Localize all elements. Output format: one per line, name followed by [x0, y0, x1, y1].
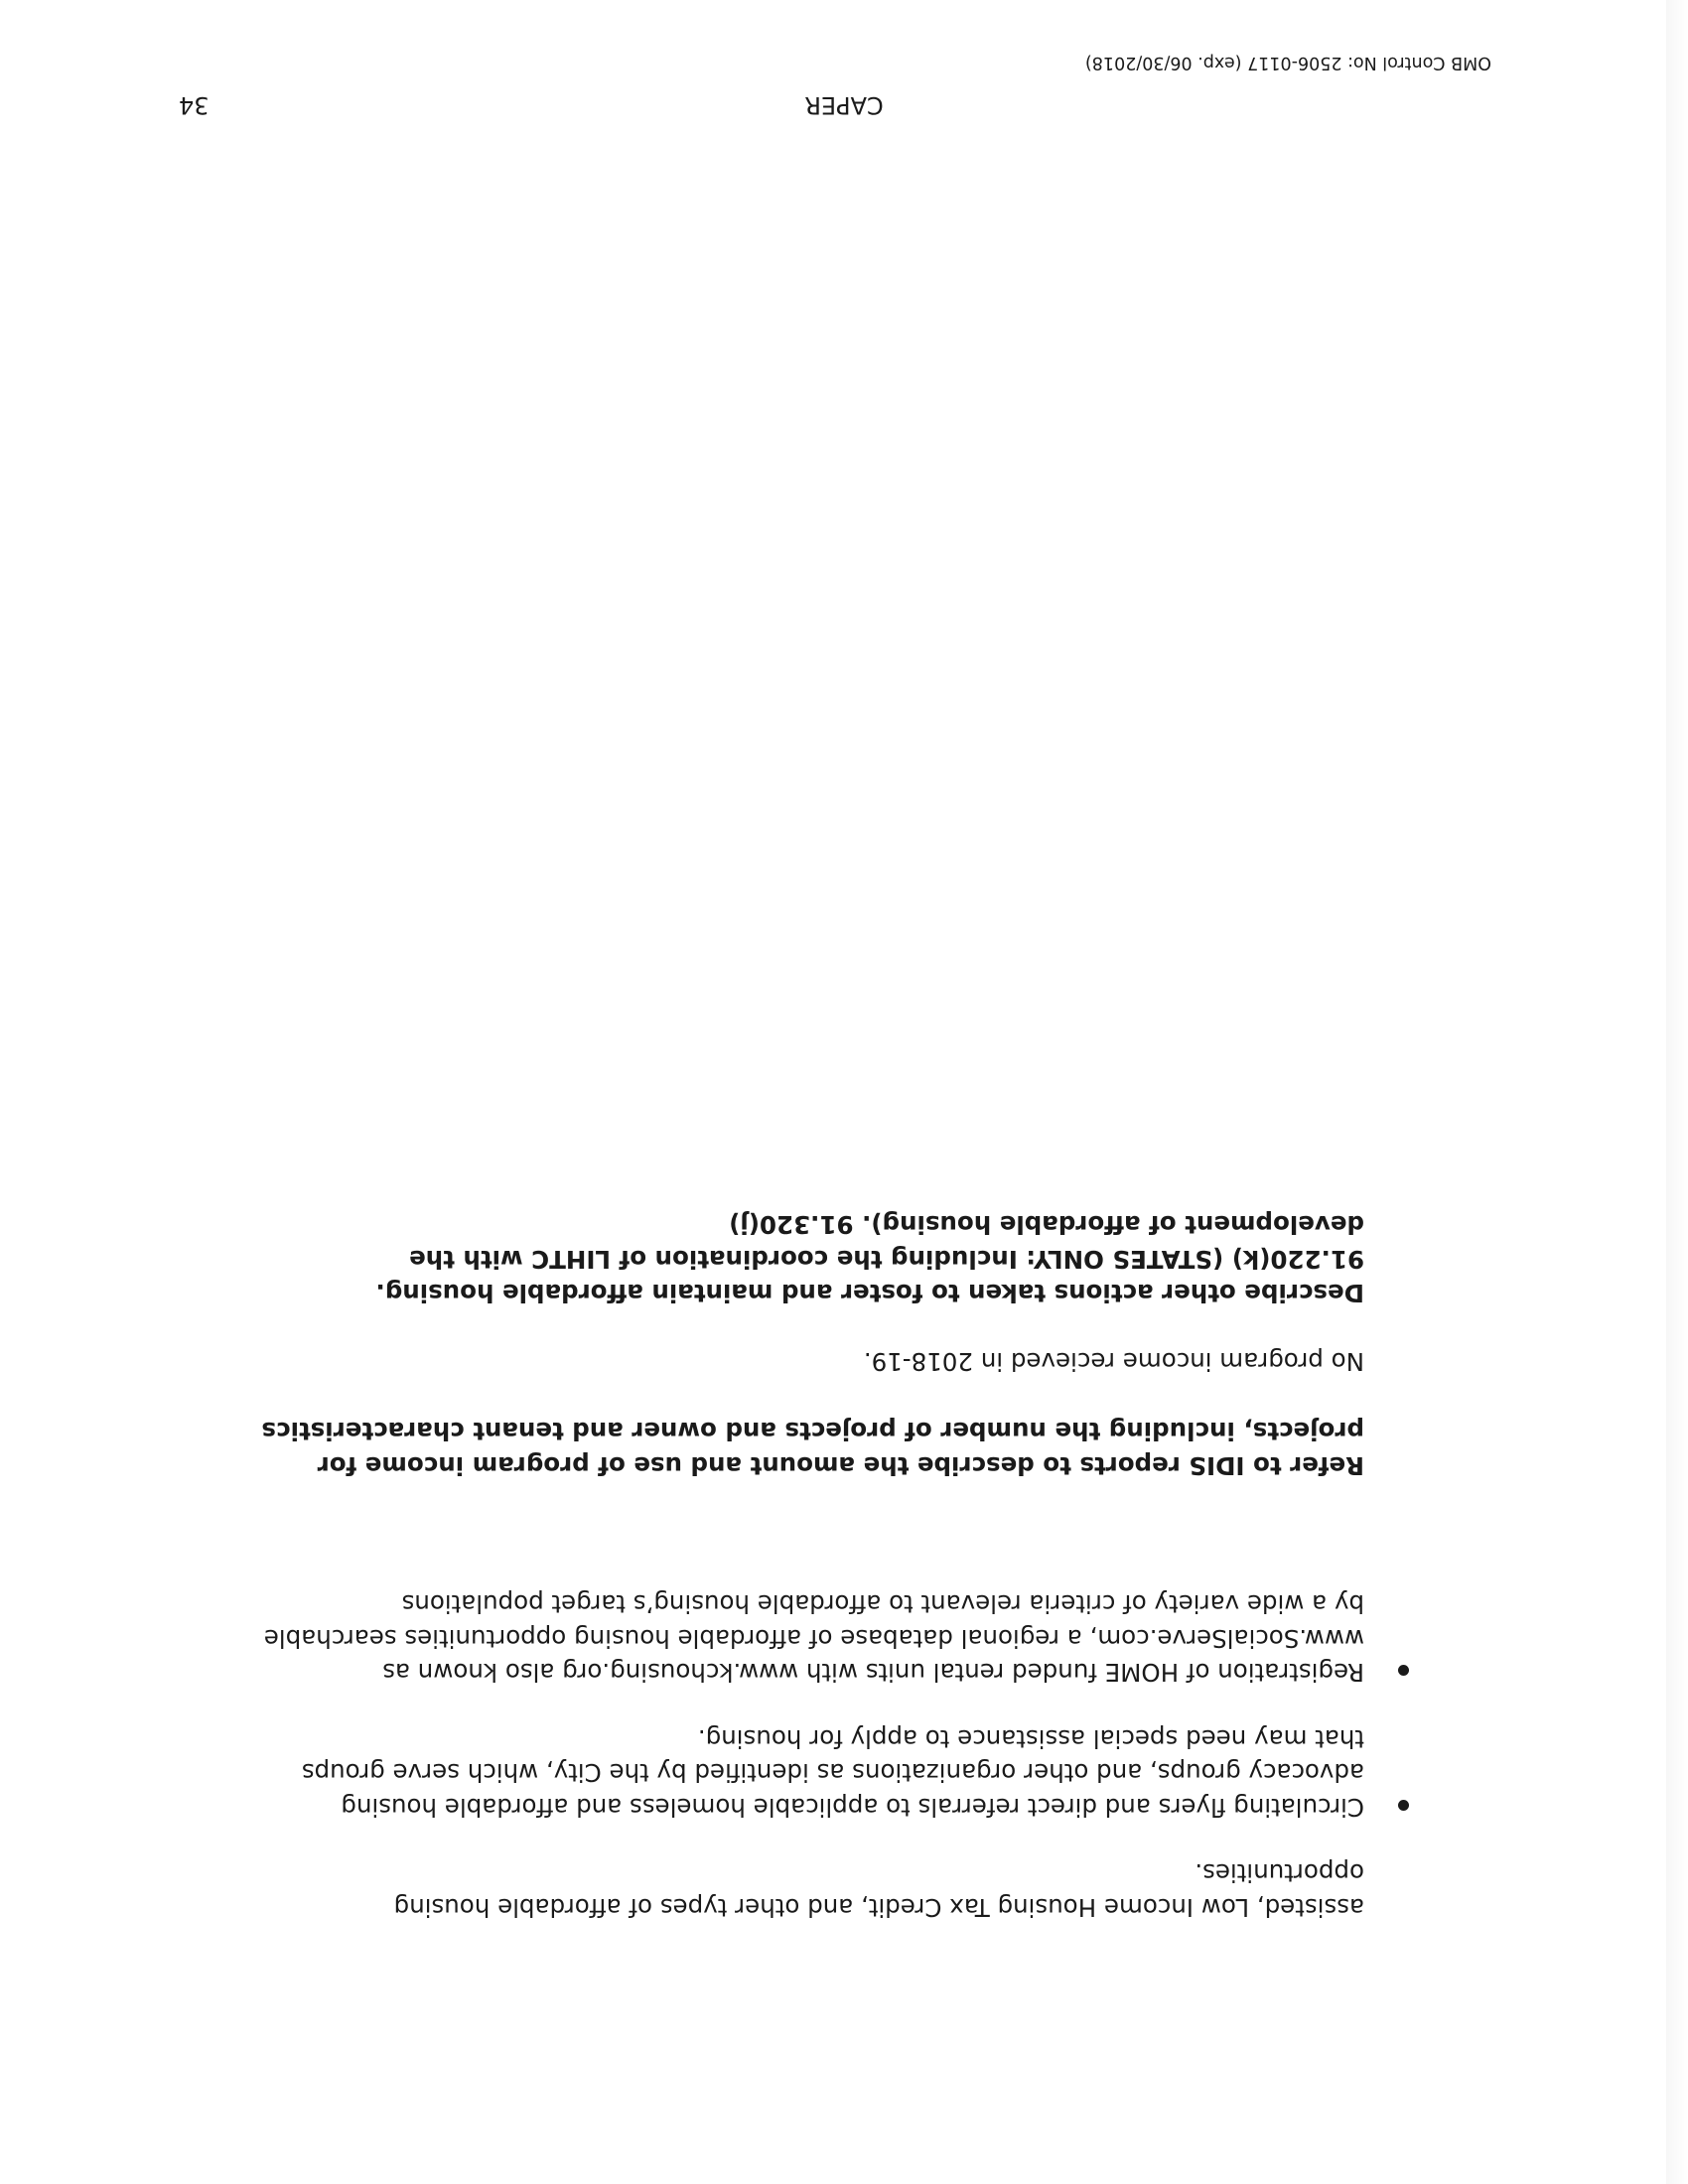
answer-program-income: No program income recieved in 2018-19.	[863, 1347, 1364, 1376]
bullet-icon	[1398, 1666, 1409, 1677]
question-other-actions: Describe other actions taken to foster and maintain affordable housing. 91.220(k) (STATES ONLY: Including the coordination of LIHTC with the development of affordable housing). 91.320(j)	[375, 1210, 1364, 1308]
page-number: 34	[179, 91, 210, 119]
bullet-text: Registration of HOME funded rental units with www.kchousing.org also known as www.SocialServe.com, a regional database of affordable housing opportunities searchable by a wide variety of criteria relevant to affordable housing’s target populations	[263, 1589, 1364, 1688]
list-item	[252, 1586, 1364, 1690]
bullet-text: Circulating flyers and direct referrals to applicable homeless and affordable housing advocacy groups, and other organizations as identified by the City, which serve groups that may need special assistance to apply for housing.	[301, 1724, 1364, 1822]
intro-paragraph-fragment: assisted, Low Income Housing Tax Credit, and other types of affordable housing opportunities.	[393, 1858, 1364, 1922]
scan-edge-shadow	[1666, 0, 1688, 2184]
bullet-icon	[1398, 1800, 1409, 1811]
omb-control-number: OMB Control No: 2506-0117 (exp. 06/30/2018)	[1084, 53, 1491, 72]
footer-title: CAPER	[804, 91, 884, 119]
bullet-list	[252, 1586, 1364, 1824]
question-program-income: Refer to IDIS reports to describe the amount and use of program income for projects, including the number of projects and owner and tenant characteristics	[261, 1417, 1364, 1480]
list-item	[252, 1721, 1364, 1825]
page-body	[252, 1207, 1364, 1924]
page-footer	[179, 79, 1509, 119]
